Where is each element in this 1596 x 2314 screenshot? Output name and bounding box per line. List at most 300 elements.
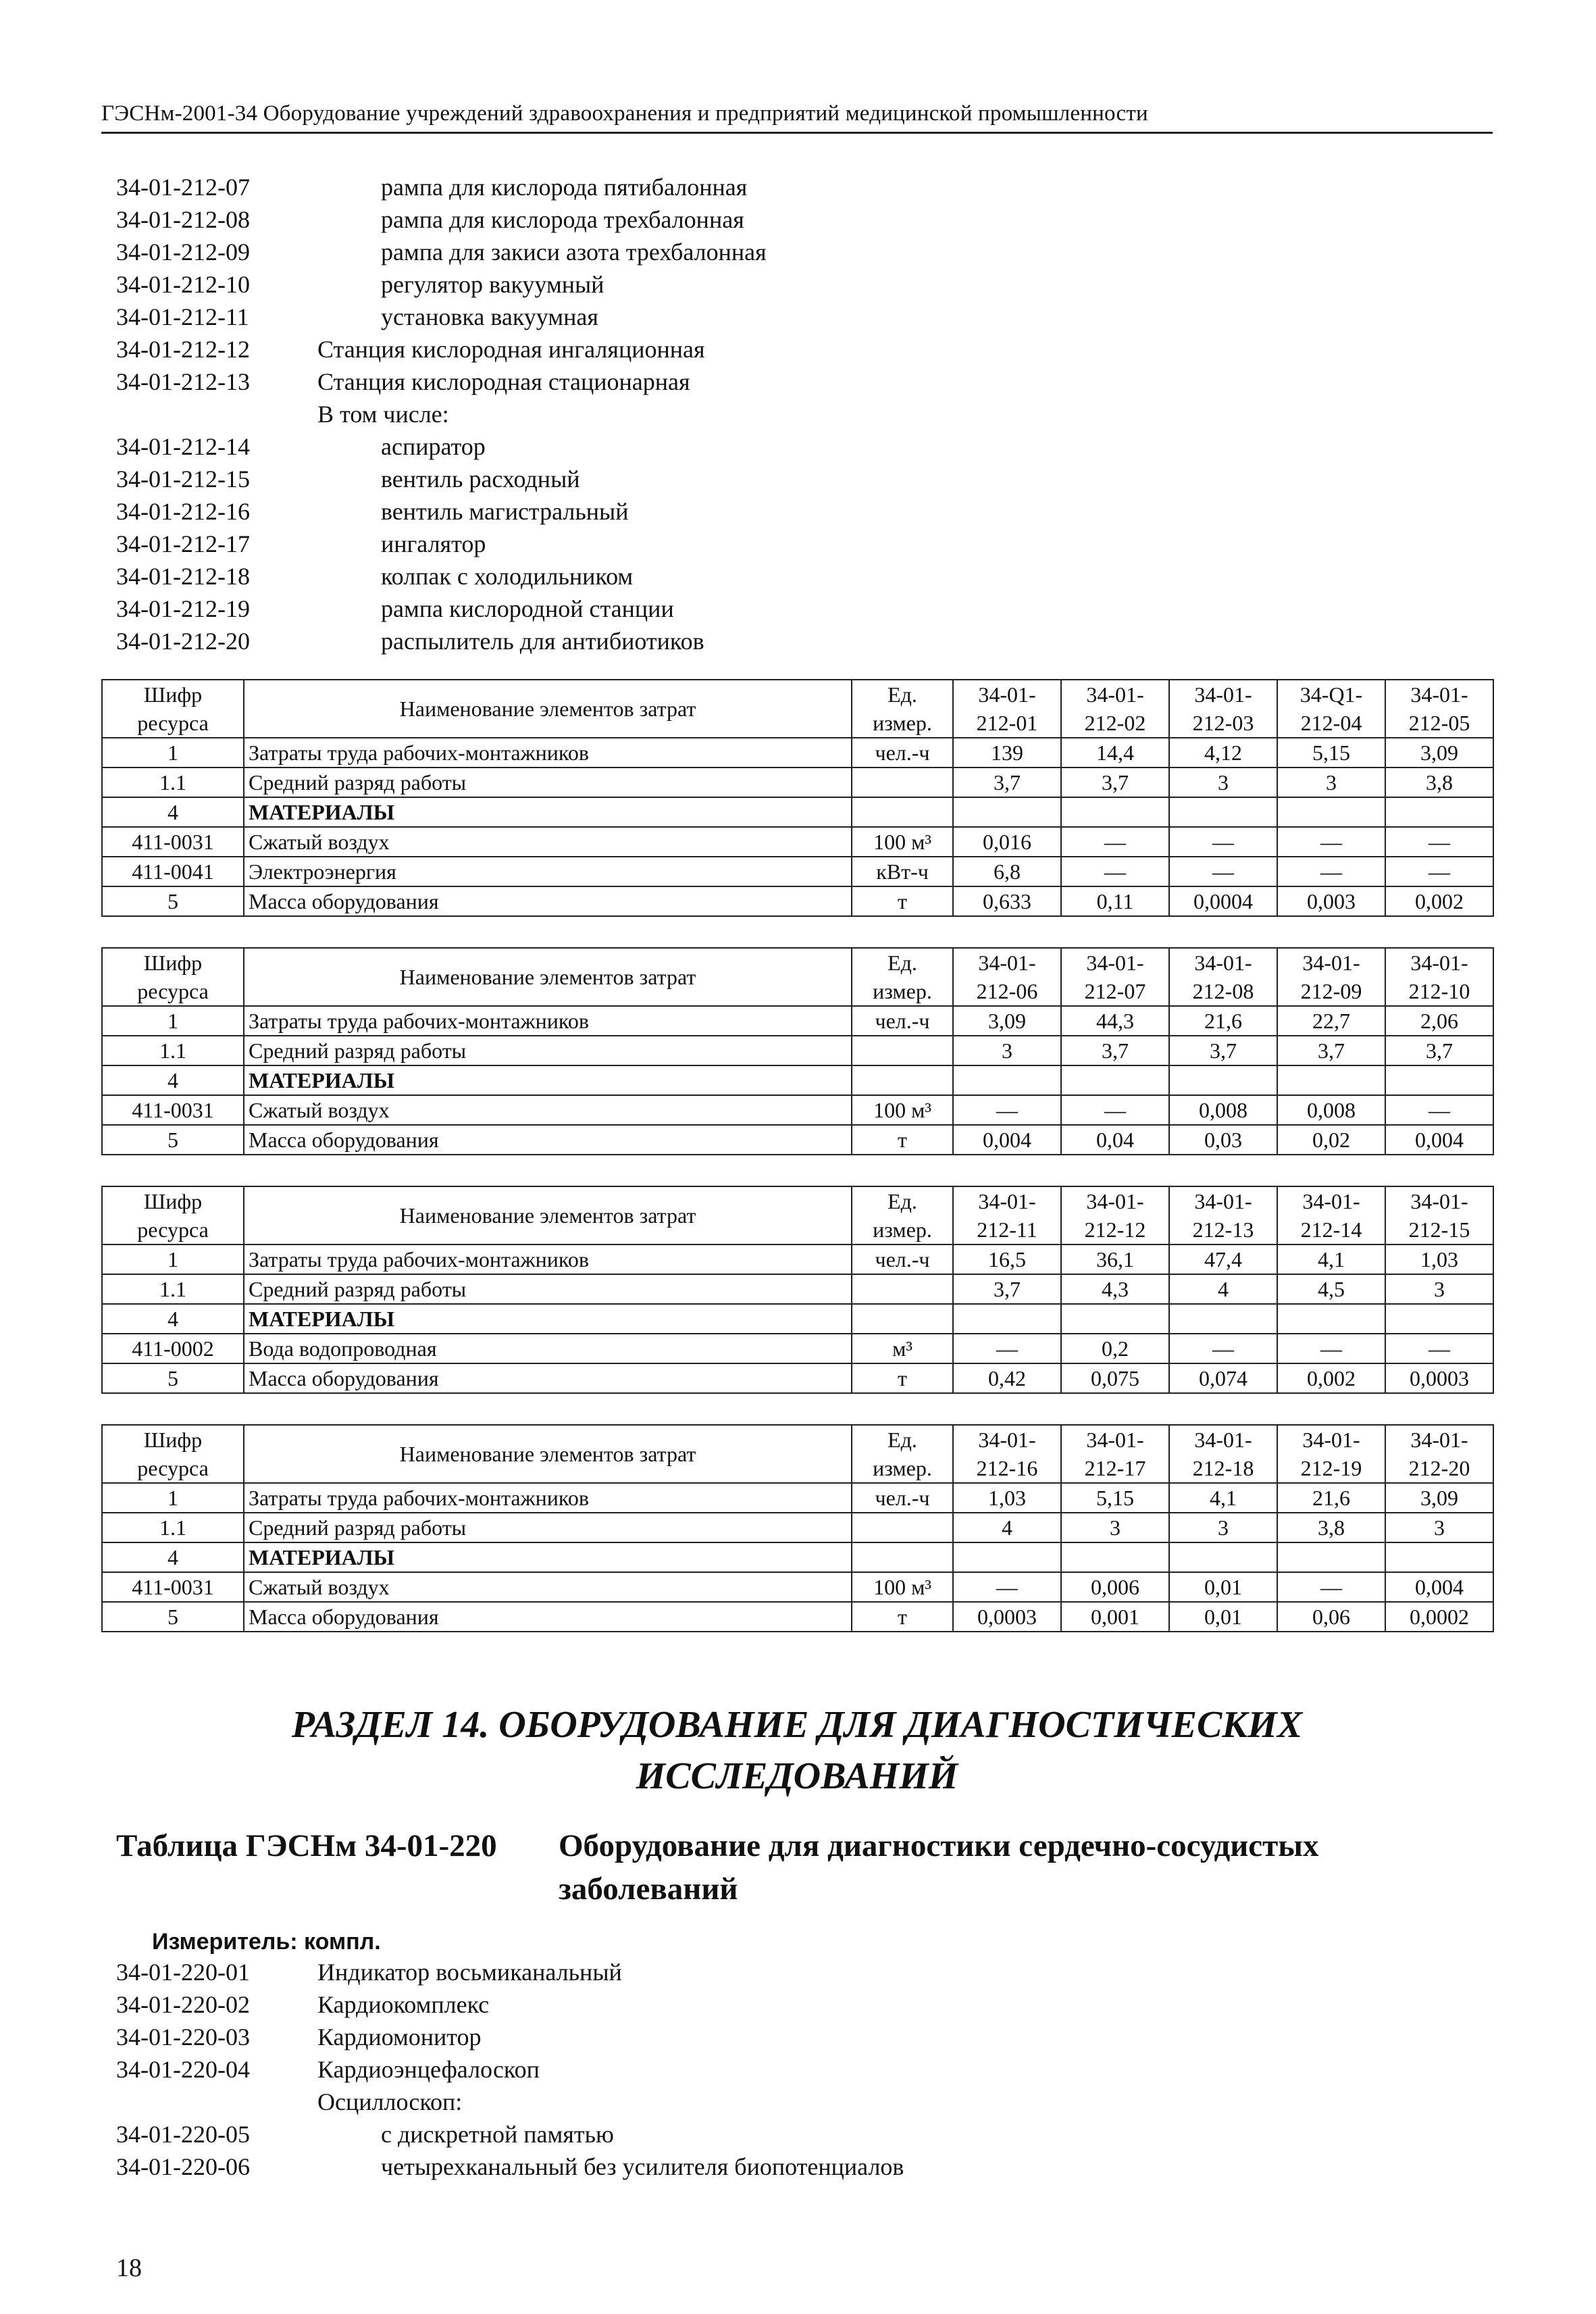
header-column-code-line-1: 34-01- (978, 951, 1036, 975)
cell-unit (852, 1513, 953, 1542)
cell-unit (852, 1304, 953, 1334)
list-item-text: Осциллоскоп: (317, 2088, 463, 2115)
header-column-code-line-2: 212-07 (1084, 979, 1146, 1003)
list-item-text: Кардиокомплекс (317, 1991, 490, 2018)
cell-value: 5,15 (1277, 738, 1385, 768)
cell-value: 0,074 (1169, 1363, 1277, 1393)
cell-unit (852, 1274, 953, 1304)
cell-name: Затраты труда рабочих-монтажников (244, 1244, 852, 1274)
cell-code: 4 (102, 1065, 244, 1095)
header-column-code-line-2: 212-15 (1408, 1217, 1470, 1242)
cell-value: 3 (1385, 1513, 1493, 1542)
cell-name: Масса оборудования (244, 1363, 852, 1393)
header-shifr-line-2: ресурса (137, 1217, 209, 1242)
header-column-code (953, 1186, 1061, 1244)
cell-value (1385, 1542, 1493, 1572)
cell-value: 0,06 (1277, 1602, 1385, 1632)
list-item-text: с дискретной памятью (381, 2121, 614, 2148)
page-number: 18 (116, 2254, 142, 2282)
cell-value: 0,0003 (1385, 1363, 1493, 1393)
cell-value: 0,01 (1169, 1602, 1277, 1632)
cell-value: 3,09 (953, 1006, 1061, 1036)
header-column-code-line-2: 212-05 (1408, 711, 1470, 735)
header-column-code-line-1: 34-01- (1086, 1189, 1144, 1213)
table-row (102, 886, 1493, 916)
list-item-text: установка вакуумная (381, 303, 598, 330)
list-item-text: четырехканальный без усилителя биопотенциалов (381, 2153, 904, 2180)
cell-value (1061, 1065, 1169, 1095)
cell-value: 3,8 (1385, 768, 1493, 797)
cell-code: 5 (102, 1363, 244, 1393)
running-header: ГЭСНм-2001-34 Оборудование учреждений здравоохранения и предприятий медицинской промышленности (101, 101, 1493, 134)
table-row (102, 1572, 1493, 1602)
header-shifr-line-1: Шифр (143, 1428, 203, 1452)
header-column-code-line-2: 212-18 (1192, 1456, 1254, 1480)
header-column-code-line-2: 212-13 (1192, 1217, 1254, 1242)
list-item-text: Кардиомонитор (317, 2023, 482, 2051)
header-unit (852, 1186, 953, 1244)
cell-value: 0,016 (953, 827, 1061, 857)
cell-value: 0,002 (1277, 1363, 1385, 1393)
cell-value (1061, 1304, 1169, 1334)
cell-code: 5 (102, 886, 244, 916)
cell-value: — (1385, 1334, 1493, 1363)
header-shifr-line-1: Шифр (143, 682, 203, 707)
cell-value: 0,02 (1277, 1125, 1385, 1155)
cell-value: 3 (1061, 1513, 1169, 1542)
cell-value: 4 (953, 1513, 1061, 1542)
header-column-code (1385, 1425, 1493, 1483)
table-row (102, 738, 1493, 768)
table-header-row (102, 1186, 1493, 1244)
header-shifr-line-1: Шифр (143, 951, 203, 975)
cell-name: Средний разряд работы (244, 768, 852, 797)
cell-value (1385, 1065, 1493, 1095)
cell-name: Сжатый воздух (244, 1095, 852, 1125)
header-column-code (1277, 680, 1385, 738)
cell-name: Электроэнергия (244, 857, 852, 886)
cell-value: 3 (1169, 1513, 1277, 1542)
cell-value (1277, 1304, 1385, 1334)
cell-value: 0,008 (1277, 1095, 1385, 1125)
header-column-code-line-1: 34-01- (1194, 1189, 1252, 1213)
cell-unit (852, 1065, 953, 1095)
table-row (102, 1363, 1493, 1393)
cell-value (953, 1542, 1061, 1572)
cell-name: Сжатый воздух (244, 1572, 852, 1602)
list-item-text: В том числе: (317, 401, 449, 428)
cell-code: 1.1 (102, 1513, 244, 1542)
header-column-code (1061, 680, 1169, 738)
table-row (102, 1095, 1493, 1125)
cell-name: МАТЕРИАЛЫ (244, 1304, 852, 1334)
cell-value: 3,7 (953, 768, 1061, 797)
cell-code: 4 (102, 797, 244, 827)
header-column-code-line-2: 212-04 (1300, 711, 1362, 735)
header-column-code (1061, 948, 1169, 1006)
cell-name: МАТЕРИАЛЫ (244, 797, 852, 827)
cell-value: 1,03 (953, 1483, 1061, 1513)
cell-value: 3 (1385, 1274, 1493, 1304)
section-title-line-1: РАЗДЕЛ 14. ОБОРУДОВАНИЕ ДЛЯ ДИАГНОСТИЧЕСКИХ (291, 1704, 1303, 1746)
cell-unit: чел.-ч (852, 1244, 953, 1274)
header-column-code (1169, 1186, 1277, 1244)
list-item-code: 34-01-220-03 (116, 2023, 250, 2051)
cell-code: 411-0031 (102, 1572, 244, 1602)
list-item-code: 34-01-212-12 (116, 336, 250, 363)
header-column-code-line-1: 34-01- (1194, 682, 1252, 707)
header-column-code (1061, 1186, 1169, 1244)
header-column-code-line-1: 34-01- (1302, 951, 1360, 975)
cell-value: 0,01 (1169, 1572, 1277, 1602)
header-column-code-line-2: 212-01 (976, 711, 1038, 735)
cell-value: 4,5 (1277, 1274, 1385, 1304)
cell-unit (852, 768, 953, 797)
header-column-code (1385, 680, 1493, 738)
header-column-code (953, 948, 1061, 1006)
header-shifr-line-1: Шифр (143, 1189, 203, 1213)
cell-value: 3,7 (1061, 768, 1169, 797)
cell-value: 5,15 (1061, 1483, 1169, 1513)
header-column-code-line-2: 212-14 (1300, 1217, 1362, 1242)
cell-value: 4,1 (1169, 1483, 1277, 1513)
cell-value: 3,09 (1385, 1483, 1493, 1513)
table-row (102, 1513, 1493, 1542)
list-item-code: 34-01-220-05 (116, 2121, 250, 2148)
cell-value: — (1169, 1334, 1277, 1363)
cell-value (1385, 1304, 1493, 1334)
cell-value: 4,3 (1061, 1274, 1169, 1304)
cell-value: 3,7 (1385, 1036, 1493, 1065)
cell-value: 3 (1277, 768, 1385, 797)
cell-value: 21,6 (1169, 1006, 1277, 1036)
header-unit-line-2: измер. (873, 1456, 932, 1480)
list-item-code: 34-01-220-02 (116, 1991, 250, 2018)
cell-value (953, 1304, 1061, 1334)
list-item-text: колпак с холодильником (381, 563, 634, 590)
header-column-code-line-2: 212-10 (1408, 979, 1470, 1003)
list-item-text: вентиль магистральный (381, 498, 629, 525)
cell-code: 1 (102, 1244, 244, 1274)
cell-name: Сжатый воздух (244, 827, 852, 857)
header-unit-line-2: измер. (873, 979, 932, 1003)
header-unit (852, 948, 953, 1006)
header-column-code (1277, 1425, 1385, 1483)
cell-value: — (1277, 1572, 1385, 1602)
table-header-row (102, 948, 1493, 1006)
cell-value: 0,2 (1061, 1334, 1169, 1363)
cell-value: 3,7 (1277, 1036, 1385, 1065)
section-title (101, 1699, 1493, 1802)
cell-name: Масса оборудования (244, 886, 852, 916)
cell-value (1169, 1542, 1277, 1572)
header-shifr (102, 948, 244, 1006)
header-column-code-line-1: 34-01- (1086, 951, 1144, 975)
cell-value: 4,12 (1169, 738, 1277, 768)
list-item-text: аспиратор (381, 433, 486, 460)
header-column-code-line-1: 34-01- (1194, 1428, 1252, 1452)
header-column-code-line-2: 212-08 (1192, 979, 1254, 1003)
cell-value (1169, 797, 1277, 827)
cell-unit: кВт-ч (852, 857, 953, 886)
header-column-code-line-1: 34-01- (978, 1428, 1036, 1452)
cell-unit: 100 м³ (852, 827, 953, 857)
cell-value: 21,6 (1277, 1483, 1385, 1513)
header-column-code (1277, 948, 1385, 1006)
header-name: Наименование элементов затрат (244, 948, 852, 1006)
list-item-code: 34-01-220-01 (116, 1959, 250, 1986)
list-item-text: регулятор вакуумный (381, 271, 604, 298)
cell-value (1169, 1304, 1277, 1334)
list-item-text: рампа кислородной станции (381, 595, 674, 622)
list-item-code: 34-01-212-16 (116, 498, 250, 525)
cell-value (953, 1065, 1061, 1095)
header-column-code-line-2: 212-19 (1300, 1456, 1362, 1480)
cell-value: — (1061, 827, 1169, 857)
cell-value (1061, 797, 1169, 827)
header-column-code (1169, 680, 1277, 738)
cell-value: — (1277, 1334, 1385, 1363)
cell-value: 47,4 (1169, 1244, 1277, 1274)
cell-unit: 100 м³ (852, 1572, 953, 1602)
cell-value (1169, 1065, 1277, 1095)
cell-value: 0,001 (1061, 1602, 1169, 1632)
cell-value: — (1061, 1095, 1169, 1125)
cell-value: 0,03 (1169, 1125, 1277, 1155)
header-column-code-line-1: 34-01- (1086, 1428, 1144, 1452)
header-column-code (1385, 948, 1493, 1006)
list-item-code: 34-01-212-20 (116, 628, 250, 655)
header-column-code-line-1: 34-01- (978, 682, 1036, 707)
header-name: Наименование элементов затрат (244, 680, 852, 738)
header-column-code-line-2: 212-03 (1192, 711, 1254, 735)
table-caption-name: Оборудование для диагностики сердечно-сосудистых заболеваний (559, 1828, 1319, 1907)
header-unit (852, 680, 953, 738)
cell-value: 6,8 (953, 857, 1061, 886)
cell-value: 0,11 (1061, 886, 1169, 916)
header-column-code-line-2: 212-09 (1300, 979, 1362, 1003)
header-column-code-line-2: 212-20 (1408, 1456, 1470, 1480)
cell-code: 411-0031 (102, 1095, 244, 1125)
header-column-code (953, 680, 1061, 738)
header-column-code-line-2: 212-06 (976, 979, 1038, 1003)
table-row (102, 1542, 1493, 1572)
cell-value: 3 (1169, 768, 1277, 797)
table-row (102, 827, 1493, 857)
header-shifr-line-2: ресурса (137, 1456, 209, 1480)
cell-value: — (1169, 857, 1277, 886)
table-row (102, 1602, 1493, 1632)
cell-name: Затраты труда рабочих-монтажников (244, 1483, 852, 1513)
list-item-code: 34-01-212-07 (116, 174, 250, 201)
cell-value: 0,0003 (953, 1602, 1061, 1632)
header-column-code-line-1: 34-01- (1410, 682, 1468, 707)
list-item-code: 34-01-212-09 (116, 238, 250, 266)
cell-value: 36,1 (1061, 1244, 1169, 1274)
list-item-code: 34-01-212-08 (116, 206, 250, 233)
cell-name: МАТЕРИАЛЫ (244, 1065, 852, 1095)
cell-code: 1 (102, 1483, 244, 1513)
cell-code: 1.1 (102, 1274, 244, 1304)
list-item-code: 34-01-212-11 (116, 303, 249, 330)
cell-value: 3,7 (953, 1274, 1061, 1304)
cell-value: 22,7 (1277, 1006, 1385, 1036)
header-column-code (953, 1425, 1061, 1483)
header-column-code-line-2: 212-12 (1084, 1217, 1146, 1242)
cell-value (1385, 797, 1493, 827)
header-unit-line-2: измер. (873, 1217, 932, 1242)
header-column-code-line-1: 34-01- (1410, 1189, 1468, 1213)
header-column-code-line-1: 34-01- (1086, 682, 1144, 707)
cell-code: 411-0002 (102, 1334, 244, 1363)
cell-value: 3,09 (1385, 738, 1493, 768)
header-shifr (102, 1425, 244, 1483)
header-column-code (1169, 1425, 1277, 1483)
cell-value: 0,004 (1385, 1572, 1493, 1602)
list-item-text: рампа для закиси азота трехбалонная (381, 238, 767, 266)
resource-table-4 (101, 1424, 1494, 1632)
list-item-text: рампа для кислорода пятибалонная (381, 174, 748, 201)
list-item-text: вентиль расходный (381, 466, 580, 493)
header-column-code (1277, 1186, 1385, 1244)
list-item-code: 34-01-212-19 (116, 595, 250, 622)
cell-value: 0,633 (953, 886, 1061, 916)
list-item-text: Индикатор восьмиканальный (317, 1959, 622, 1986)
header-column-code-line-1: 34-Q1- (1299, 682, 1363, 707)
header-column-code-line-2: 212-17 (1084, 1456, 1146, 1480)
table-header-row (102, 680, 1493, 738)
list-item-text: Станция кислородная ингаляционная (317, 336, 705, 363)
resource-table-3 (101, 1186, 1494, 1394)
list-item-code: 34-01-212-15 (116, 466, 250, 493)
cell-value: — (1385, 827, 1493, 857)
table-row (102, 1274, 1493, 1304)
cell-name: Вода водопроводная (244, 1334, 852, 1363)
cell-code: 411-0031 (102, 827, 244, 857)
cell-code: 1 (102, 1006, 244, 1036)
cell-unit: м³ (852, 1334, 953, 1363)
cell-value: 44,3 (1061, 1006, 1169, 1036)
header-shifr-line-2: ресурса (137, 711, 209, 735)
cell-name: Масса оборудования (244, 1602, 852, 1632)
table-row (102, 1065, 1493, 1095)
cell-code: 411-0041 (102, 857, 244, 886)
header-name: Наименование элементов затрат (244, 1186, 852, 1244)
table-row (102, 1036, 1493, 1065)
cell-value: — (1277, 857, 1385, 886)
cell-value: — (1385, 857, 1493, 886)
list-item-text: Станция кислородная стационарная (317, 368, 690, 395)
table-row (102, 768, 1493, 797)
cell-value: 1,03 (1385, 1244, 1493, 1274)
cell-unit: т (852, 1602, 953, 1632)
cell-value: 0,0002 (1385, 1602, 1493, 1632)
cell-value: 0,075 (1061, 1363, 1169, 1393)
header-column-code-line-1: 34-01- (1302, 1428, 1360, 1452)
table-header-row (102, 1425, 1493, 1483)
header-column-code (1061, 1425, 1169, 1483)
header-shifr-line-2: ресурса (137, 979, 209, 1003)
header-shifr (102, 680, 244, 738)
cell-unit: т (852, 1125, 953, 1155)
cell-value: — (1169, 827, 1277, 857)
header-unit-line-1: Ед. (887, 1189, 917, 1213)
cell-value: 14,4 (1061, 738, 1169, 768)
list-item-code: 34-01-212-10 (116, 271, 250, 298)
cell-value: 4 (1169, 1274, 1277, 1304)
cell-value: 0,04 (1061, 1125, 1169, 1155)
header-unit-line-2: измер. (873, 711, 932, 735)
header-column-code-line-1: 34-01- (978, 1189, 1036, 1213)
cell-value (1277, 797, 1385, 827)
cell-unit: т (852, 1363, 953, 1393)
cell-code: 4 (102, 1542, 244, 1572)
cell-value (1277, 1542, 1385, 1572)
cell-value (1061, 1542, 1169, 1572)
cell-name: Затраты труда рабочих-монтажников (244, 1006, 852, 1036)
cell-unit: чел.-ч (852, 1483, 953, 1513)
table-caption-label: Таблица ГЭСНм 34-01-220 (116, 1828, 497, 1863)
table-row (102, 1304, 1493, 1334)
header-column-code-line-1: 34-01- (1410, 951, 1468, 975)
list-item-text: Кардиоэнцефалоскоп (317, 2056, 540, 2083)
cell-code: 1.1 (102, 768, 244, 797)
header-column-code-line-1: 34-01- (1302, 1189, 1360, 1213)
table-row (102, 1483, 1493, 1513)
header-shifr (102, 1186, 244, 1244)
cell-value: — (953, 1095, 1061, 1125)
cell-unit: 100 м³ (852, 1095, 953, 1125)
cell-unit: чел.-ч (852, 1006, 953, 1036)
cell-name: Средний разряд работы (244, 1036, 852, 1065)
header-column-code-line-1: 34-01- (1194, 951, 1252, 975)
table-row (102, 1006, 1493, 1036)
header-unit-line-1: Ед. (887, 951, 917, 975)
cell-value: 16,5 (953, 1244, 1061, 1274)
measure-unit: Измеритель: компл. (152, 1929, 381, 1955)
cell-unit (852, 797, 953, 827)
header-column-code-line-2: 212-02 (1084, 711, 1146, 735)
table-row (102, 857, 1493, 886)
cell-value: 139 (953, 738, 1061, 768)
cell-value: 4,1 (1277, 1244, 1385, 1274)
cell-value: 2,06 (1385, 1006, 1493, 1036)
cell-value: — (953, 1334, 1061, 1363)
cell-unit (852, 1542, 953, 1572)
header-unit-line-1: Ед. (887, 682, 917, 707)
cell-value: 0,0004 (1169, 886, 1277, 916)
list-item-code: 34-01-212-18 (116, 563, 250, 590)
header-unit (852, 1425, 953, 1483)
list-item-code: 34-01-212-14 (116, 433, 250, 460)
header-unit-line-1: Ед. (887, 1428, 917, 1452)
table-row (102, 797, 1493, 827)
cell-code: 1 (102, 738, 244, 768)
cell-value (1277, 1065, 1385, 1095)
list-item-text: рампа для кислорода трехбалонная (381, 206, 744, 233)
header-column-code-line-1: 34-01- (1410, 1428, 1468, 1452)
cell-value: 0,006 (1061, 1572, 1169, 1602)
list-item-text: распылитель для антибиотиков (381, 628, 704, 655)
header-column-code (1385, 1186, 1493, 1244)
cell-value: 0,004 (1385, 1125, 1493, 1155)
table-row (102, 1334, 1493, 1363)
cell-value: — (1385, 1095, 1493, 1125)
table-row (102, 1244, 1493, 1274)
cell-code: 5 (102, 1602, 244, 1632)
cell-name: Средний разряд работы (244, 1513, 852, 1542)
cell-code: 1.1 (102, 1036, 244, 1065)
